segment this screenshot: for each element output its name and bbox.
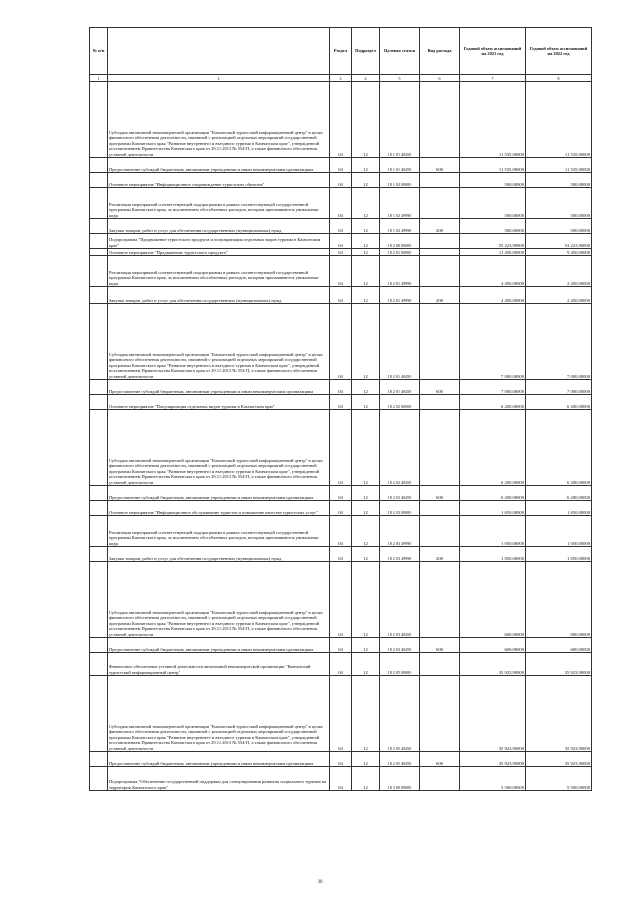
- amount-2022-cell: 2 450,00000: [526, 256, 592, 287]
- section-code-cell: 04: [330, 249, 352, 256]
- item-name-cell: Основное мероприятие "Информационное сопровождение туристских объектов": [108, 173, 330, 188]
- item-name-cell: Субсидия автономной некоммерческой организации "Камчатский туристский информационный центр" в целях финансового обеспечения деятельности, связанной с реализацией отдельных мероприятий государственной программы Камчатского края "Развитие внутреннего и въездного туризма в Камчатском крае", утвержденной постановлением Правительства Камчатского края от 29.11.2013 № 554-П, а также финансового обеспечения уставной деятельности: [108, 82, 330, 158]
- table-row: [90, 752, 592, 767]
- table-row: [90, 562, 592, 638]
- subsection-code-cell: 12: [352, 653, 380, 676]
- row-number-cell: [90, 653, 108, 676]
- row-number-cell: [90, 234, 108, 249]
- section-code-cell: 04: [330, 676, 352, 752]
- subsection-code-cell: 12: [352, 638, 380, 653]
- amount-2021-cell: 500,00000: [460, 219, 526, 234]
- section-code-cell: 04: [330, 653, 352, 676]
- row-number-cell: [90, 410, 108, 486]
- row-number-cell: [90, 547, 108, 562]
- amount-2021-cell: 4 450,00000: [460, 256, 526, 287]
- expense-type-cell: [420, 767, 460, 791]
- row-number-cell: [90, 676, 108, 752]
- item-name-cell: Субсидия автономной некоммерческой организации "Камчатский туристский информационный центр" в целях финансового обеспечения деятельности, связанной с реализацией отдельных мероприятий государственной программы Камчатского края "Развитие внутреннего и въездного туризма в Камчатском крае", утвержденной постановлением Правительства Камчатского края от 29.11.2013 № 554-П, а также финансового обеспечения уставной деятельности: [108, 562, 330, 638]
- table-row: [90, 486, 592, 501]
- document-page: [89, 27, 591, 791]
- amount-2021-cell: 35 923,90000: [460, 676, 526, 752]
- row-number-cell: [90, 516, 108, 547]
- subsection-code-cell: 12: [352, 547, 380, 562]
- table-row: [90, 219, 592, 234]
- column-number: 7: [460, 75, 526, 82]
- subsection-code-cell: 12: [352, 82, 380, 158]
- target-article-cell: 18 1 01 40450: [380, 158, 420, 173]
- target-article-cell: 18 1 02 49990: [380, 188, 420, 219]
- row-number-cell: [90, 562, 108, 638]
- target-article-cell: 18 3 00 00000: [380, 767, 420, 791]
- subsection-code-cell: 12: [352, 562, 380, 638]
- table-row: [90, 638, 592, 653]
- expense-type-cell: [420, 249, 460, 256]
- target-article-cell: 18 2 02 00000: [380, 395, 420, 410]
- subsection-code-cell: 12: [352, 486, 380, 501]
- row-number-cell: [90, 767, 108, 791]
- item-name-cell: Субсидия автономной некоммерческой организации "Камчатский туристский информационный центр" в целях финансового обеспечения деятельности, связанной с реализацией отдельных мероприятий государственной программы Камчатского края "Развитие внутреннего и въездного туризма в Камчатском крае", утвержденной постановлением Правительства Камчатского края от 29.11.2013 № 554-П, а также финансового обеспечения уставной деятельности: [108, 410, 330, 486]
- amount-2021-cell: 6 200,00000: [460, 410, 526, 486]
- header-section: Раздел: [330, 28, 352, 75]
- item-name-cell: Подпрограмма "Обеспечение государственной поддержки для стимулирования развития социального туризма на территории Камчатского края": [108, 767, 330, 791]
- item-name-cell: Закупка товаров, работ и услуг для обеспечения государственных (муниципальных) нужд: [108, 219, 330, 234]
- table-row: [90, 547, 592, 562]
- expense-type-cell: [420, 562, 460, 638]
- subsection-code-cell: 12: [352, 234, 380, 249]
- subsection-code-cell: 12: [352, 256, 380, 287]
- section-code-cell: 04: [330, 287, 352, 304]
- column-number: 1: [90, 75, 108, 82]
- table-row: [90, 501, 592, 516]
- amount-2022-cell: 2 450,00000: [526, 287, 592, 304]
- expense-type-cell: 200: [420, 287, 460, 304]
- expense-type-cell: 600: [420, 752, 460, 767]
- amount-2021-cell: 600,00000: [460, 638, 526, 653]
- target-article-cell: 18 2 02 40450: [380, 486, 420, 501]
- column-number-row: [90, 75, 592, 82]
- table-row: [90, 380, 592, 395]
- expense-type-cell: 600: [420, 638, 460, 653]
- target-article-cell: 18 2 05 40450: [380, 752, 420, 767]
- section-code-cell: 04: [330, 234, 352, 249]
- amount-2021-cell: 1 050,00000: [460, 547, 526, 562]
- table-body: [90, 82, 592, 791]
- target-article-cell: 18 2 03 40450: [380, 638, 420, 653]
- subsection-code-cell: 12: [352, 410, 380, 486]
- expense-type-cell: [420, 410, 460, 486]
- header-2021: Годовой объем ассигнований на 2021 год: [460, 28, 526, 75]
- row-number-cell: [90, 173, 108, 188]
- header-name: [108, 28, 330, 75]
- row-number-cell: [90, 395, 108, 410]
- item-name-cell: Основное мероприятие "Популяризация отдельных видов туризма в Камчатском крае": [108, 395, 330, 410]
- item-name-cell: Предоставление субсидий бюджетным, автономным учреждениям и иным некоммерческим организациям: [108, 486, 330, 501]
- table-row: [90, 410, 592, 486]
- column-number: 3: [330, 75, 352, 82]
- table-row: [90, 395, 592, 410]
- item-name-cell: Предоставление субсидий бюджетным, автономным учреждениям и иным некоммерческим организациям: [108, 752, 330, 767]
- target-article-cell: 18 2 01 40450: [380, 304, 420, 380]
- item-name-cell: Реализация мероприятий соответствующей подпрограммы в рамках соответствующей государственной программы Камчатского края, за исключением обособленных расходов, которым присваиваются уникальные коды: [108, 516, 330, 547]
- target-article-cell: 18 2 03 00000: [380, 501, 420, 516]
- amount-2022-cell: 6 200,00000: [526, 395, 592, 410]
- expense-type-cell: [420, 188, 460, 219]
- amount-2021-cell: 1 050,00000: [460, 516, 526, 547]
- amount-2021-cell: 1 650,00000: [460, 501, 526, 516]
- section-code-cell: 04: [330, 395, 352, 410]
- item-name-cell: Предоставление субсидий бюджетным, автономным учреждениям и иным некоммерческим организациям: [108, 380, 330, 395]
- target-article-cell: 18 2 01 00000: [380, 249, 420, 256]
- section-code-cell: 04: [330, 638, 352, 653]
- table-row: [90, 234, 592, 249]
- target-article-cell: 18 2 00 00000: [380, 234, 420, 249]
- subsection-code-cell: 12: [352, 767, 380, 791]
- amount-2022-cell: 600,00000: [526, 562, 592, 638]
- item-name-cell: Реализация мероприятий соответствующей подпрограммы в рамках соответствующей государственной программы Камчатского края, за исключением обособленных расходов, которым присваиваются уникальные коды: [108, 256, 330, 287]
- amount-2021-cell: 500,00000: [460, 173, 526, 188]
- amount-2022-cell: 7 000,00000: [526, 380, 592, 395]
- item-name-cell: Предоставление субсидий бюджетным, автономным учреждениям и иным некоммерческим организациям: [108, 638, 330, 653]
- amount-2022-cell: 11 535,00000: [526, 82, 592, 158]
- item-name-cell: Подпрограмма "Продвижение туристского продукта и популяризация отдельных видов туризма в Камчатском крае": [108, 234, 330, 249]
- table-row: [90, 256, 592, 287]
- expense-type-cell: [420, 173, 460, 188]
- amount-2021-cell: 35 923,90000: [460, 752, 526, 767]
- amount-2022-cell: 500,00000: [526, 188, 592, 219]
- amount-2021-cell: 6 200,00000: [460, 395, 526, 410]
- amount-2022-cell: 7 000,00000: [526, 304, 592, 380]
- table-row: [90, 188, 592, 219]
- subsection-code-cell: 12: [352, 395, 380, 410]
- target-article-cell: 18 2 01 49990: [380, 256, 420, 287]
- amount-2021-cell: 11 535,00000: [460, 82, 526, 158]
- section-code-cell: 04: [330, 158, 352, 173]
- amount-2022-cell: 6 200,00000: [526, 486, 592, 501]
- amount-2021-cell: 35 923,90000: [460, 653, 526, 676]
- section-code-cell: 04: [330, 82, 352, 158]
- target-article-cell: 18 1 02 00000: [380, 173, 420, 188]
- subsection-code-cell: 12: [352, 188, 380, 219]
- target-article-cell: 18 1 02 49990: [380, 219, 420, 234]
- expense-type-cell: [420, 256, 460, 287]
- expense-type-cell: [420, 234, 460, 249]
- target-article-cell: 18 2 02 40450: [380, 410, 420, 486]
- amount-2022-cell: 9 450,00000: [526, 249, 592, 256]
- expense-type-cell: [420, 395, 460, 410]
- row-number-cell: [90, 219, 108, 234]
- target-article-cell: 18 2 01 40450: [380, 380, 420, 395]
- amount-2021-cell: 4 450,00000: [460, 287, 526, 304]
- item-name-cell: Субсидия автономной некоммерческой организации "Камчатский туристский информационный центр" в целях финансового обеспечения деятельности, связанной с реализацией отдельных мероприятий государственной программы Камчатского края "Развитие внутреннего и въездного туризма в Камчатском крае", утвержденной постановлением Правительства Камчатского края от 29.11.2013 № 554-П, а также финансового обеспечения уставной деятельности: [108, 676, 330, 752]
- amount-2022-cell: 500,00000: [526, 173, 592, 188]
- amount-2022-cell: 600,00000: [526, 638, 592, 653]
- section-code-cell: 04: [330, 547, 352, 562]
- subsection-code-cell: 12: [352, 501, 380, 516]
- amount-2021-cell: 6 200,00000: [460, 486, 526, 501]
- subsection-code-cell: 12: [352, 287, 380, 304]
- section-code-cell: 04: [330, 562, 352, 638]
- item-name-cell: Закупка товаров, работ и услуг для обеспечения государственных (муниципальных) нужд: [108, 287, 330, 304]
- item-name-cell: Финансовое обеспечение уставной деятельности автономной некоммерческой организации "Камчатский туристский информационный центр": [108, 653, 330, 676]
- amount-2022-cell: 500,00000: [526, 219, 592, 234]
- subsection-code-cell: 12: [352, 249, 380, 256]
- subsection-code-cell: 12: [352, 219, 380, 234]
- table-row: [90, 82, 592, 158]
- amount-2021-cell: 7 000,00000: [460, 380, 526, 395]
- subsection-code-cell: 12: [352, 380, 380, 395]
- column-number: 4: [352, 75, 380, 82]
- amount-2021-cell: 5 500,00000: [460, 767, 526, 791]
- expense-type-cell: [420, 516, 460, 547]
- subsection-code-cell: 12: [352, 304, 380, 380]
- row-number-cell: [90, 188, 108, 219]
- section-code-cell: 04: [330, 501, 352, 516]
- section-code-cell: 04: [330, 219, 352, 234]
- expense-type-cell: [420, 653, 460, 676]
- row-number-cell: [90, 304, 108, 380]
- header-num: № п/п: [90, 28, 108, 75]
- section-code-cell: 04: [330, 486, 352, 501]
- amount-2022-cell: 1 050,00000: [526, 516, 592, 547]
- row-number-cell: [90, 287, 108, 304]
- section-code-cell: 04: [330, 516, 352, 547]
- amount-2021-cell: 55 223,90000: [460, 234, 526, 249]
- header-subsection: Подраздел: [352, 28, 380, 75]
- table-row: [90, 249, 592, 256]
- row-number-cell: [90, 82, 108, 158]
- row-number-cell: [90, 752, 108, 767]
- column-number: 5: [380, 75, 420, 82]
- expense-type-cell: 200: [420, 547, 460, 562]
- header-2022: Годовой объем ассигнований на 2022 год: [526, 28, 592, 75]
- section-code-cell: 04: [330, 256, 352, 287]
- column-number: 8: [526, 75, 592, 82]
- column-number: 6: [420, 75, 460, 82]
- section-code-cell: 04: [330, 380, 352, 395]
- row-number-cell: [90, 638, 108, 653]
- expense-type-cell: 600: [420, 380, 460, 395]
- column-number: 2: [108, 75, 330, 82]
- section-code-cell: 04: [330, 188, 352, 219]
- section-code-cell: 04: [330, 410, 352, 486]
- amount-2021-cell: 7 000,00000: [460, 304, 526, 380]
- table-row: [90, 516, 592, 547]
- expense-type-cell: 200: [420, 219, 460, 234]
- table-row: [90, 767, 592, 791]
- target-article-cell: 18 2 01 49990: [380, 287, 420, 304]
- row-number-cell: [90, 380, 108, 395]
- section-code-cell: 04: [330, 752, 352, 767]
- amount-2022-cell: 1 050,00000: [526, 547, 592, 562]
- amount-2022-cell: 53 223,90000: [526, 234, 592, 249]
- amount-2021-cell: 500,00000: [460, 188, 526, 219]
- amount-2021-cell: 11 450,00000: [460, 249, 526, 256]
- target-article-cell: 18 2 03 40450: [380, 562, 420, 638]
- amount-2022-cell: 11 535,00000: [526, 158, 592, 173]
- table-row: [90, 676, 592, 752]
- table-row: [90, 173, 592, 188]
- table-row: [90, 653, 592, 676]
- amount-2022-cell: 5 500,00000: [526, 767, 592, 791]
- row-number-cell: [90, 158, 108, 173]
- amount-2021-cell: 600,00000: [460, 562, 526, 638]
- table-row: [90, 158, 592, 173]
- expense-type-cell: [420, 304, 460, 380]
- amount-2022-cell: 35 923,90000: [526, 752, 592, 767]
- header-expense-type: Вид расхода: [420, 28, 460, 75]
- item-name-cell: Основное мероприятие "Информационное обслуживание туристов и повышение качества туристских услуг": [108, 501, 330, 516]
- amount-2021-cell: 11 535,00000: [460, 158, 526, 173]
- section-code-cell: 04: [330, 173, 352, 188]
- table-row: [90, 287, 592, 304]
- target-article-cell: 18 2 05 40450: [380, 676, 420, 752]
- row-number-cell: [90, 256, 108, 287]
- subsection-code-cell: 12: [352, 158, 380, 173]
- expense-type-cell: [420, 501, 460, 516]
- item-name-cell: Основное мероприятие "Продвижение туристского продукта": [108, 249, 330, 256]
- header-target-article: Целевая статья: [380, 28, 420, 75]
- item-name-cell: Закупка товаров, работ и услуг для обеспечения государственных (муниципальных) нужд: [108, 547, 330, 562]
- target-article-cell: 18 2 05 00000: [380, 653, 420, 676]
- expense-type-cell: 600: [420, 158, 460, 173]
- subsection-code-cell: 12: [352, 752, 380, 767]
- row-number-cell: [90, 249, 108, 256]
- amount-2022-cell: 35 923,90000: [526, 676, 592, 752]
- budget-table: [89, 27, 592, 791]
- subsection-code-cell: 12: [352, 676, 380, 752]
- amount-2022-cell: 1 650,00000: [526, 501, 592, 516]
- section-code-cell: 04: [330, 304, 352, 380]
- row-number-cell: [90, 501, 108, 516]
- target-article-cell: 18 1 01 40450: [380, 82, 420, 158]
- item-name-cell: Субсидия автономной некоммерческой организации "Камчатский туристский информационный центр" в целях финансового обеспечения деятельности, связанной с реализацией отдельных мероприятий государственной программы Камчатского края "Развитие внутреннего и въездного туризма в Камчатском крае", утвержденной постановлением Правительства Камчатского края от 29.11.2013 № 554-П, а также финансового обеспечения уставной деятельности: [108, 304, 330, 380]
- subsection-code-cell: 12: [352, 173, 380, 188]
- page-number: 30: [317, 880, 323, 885]
- subsection-code-cell: 12: [352, 516, 380, 547]
- row-number-cell: [90, 486, 108, 501]
- amount-2022-cell: 35 923,90000: [526, 653, 592, 676]
- item-name-cell: Реализация мероприятий соответствующей подпрограммы в рамках соответствующей государственной программы Камчатского края, за исключением обособленных расходов, которым присваиваются уникальные коды: [108, 188, 330, 219]
- item-name-cell: Предоставление субсидий бюджетным, автономным учреждениям и иным некоммерческим организациям: [108, 158, 330, 173]
- target-article-cell: 18 2 03 49990: [380, 516, 420, 547]
- section-code-cell: 04: [330, 767, 352, 791]
- table-row: [90, 304, 592, 380]
- expense-type-cell: [420, 82, 460, 158]
- expense-type-cell: [420, 676, 460, 752]
- table-header-row: [90, 28, 592, 75]
- target-article-cell: 18 2 03 49990: [380, 547, 420, 562]
- expense-type-cell: 600: [420, 486, 460, 501]
- amount-2022-cell: 6 200,00000: [526, 410, 592, 486]
